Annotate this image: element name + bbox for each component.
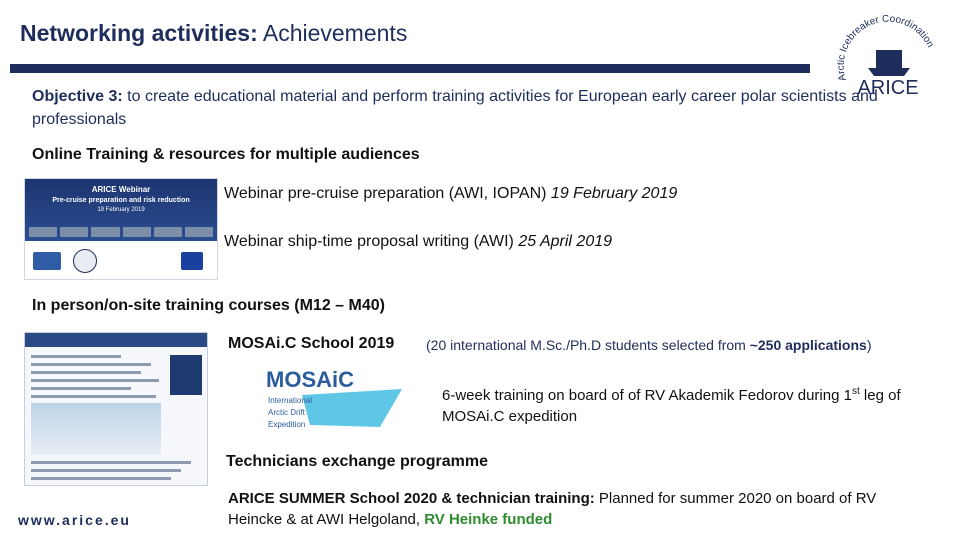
- arice-seal-icon: [73, 249, 97, 273]
- mosaic-logo-sub-2: Arctic Drift: [268, 408, 305, 417]
- mosaic-training-text: [442, 381, 942, 427]
- webinar-item-2-text: Webinar ship-time proposal writing (AWI): [224, 233, 519, 250]
- summer-school-funded: RV Heinke funded: [424, 511, 553, 528]
- mosaic-logo-word: MOSAiC: [266, 367, 354, 392]
- mosaic-logo: [262, 365, 412, 435]
- technicians-heading: Technicians exchange programme: [226, 453, 489, 470]
- summer-school-bold: ARICE SUMMER School 2020 & technician training:: [228, 490, 595, 507]
- summer-school-body: Planned for summer 2020 on board of RV Heincke & at AWI Helgoland,: [228, 490, 877, 528]
- eu-flag-icon: [181, 252, 203, 270]
- website-url[interactable]: www.arice.eu: [18, 512, 131, 528]
- objective-text: [32, 85, 902, 131]
- training-text-post: leg of MOSAi.C expedition: [442, 387, 901, 425]
- inperson-heading: In person/on-site training courses (M12 – M40): [32, 297, 385, 314]
- webinar-item-1-text: Webinar pre-cruise preparation (AWI, IOPAN): [224, 185, 551, 202]
- school-note-bold: ~250 applications: [749, 337, 867, 353]
- mosaic-school-note: [426, 337, 872, 353]
- objective-lead: Objective 3:: [32, 88, 123, 105]
- online-heading: Online Training & resources for multiple audiences: [32, 146, 420, 163]
- mosaic-school-name: MOSAi.C School 2019: [228, 335, 395, 352]
- webinar-item-1-date: 19 February 2019: [550, 185, 678, 202]
- training-text-pre: 6-week training on board of of RV Akademik Fedorov during 1: [442, 387, 852, 404]
- webinar-thumb-title: ARICE Webinar: [91, 185, 151, 194]
- webinar-thumb-subtitle: Pre-cruise preparation and risk reduction: [52, 197, 190, 204]
- arctic-logo-icon: [33, 252, 61, 270]
- mosaic-website-screenshot: [24, 332, 208, 486]
- objective-body: to create educational material and perform training activities for European early career polar scientists and professionals: [32, 88, 878, 128]
- school-note-suffix: ): [866, 337, 872, 353]
- webinar-item-1: [224, 185, 677, 203]
- webinar-item-2: [224, 233, 612, 251]
- title-bold: Networking activities:: [20, 20, 258, 46]
- mosaic-logo-sub-1: International: [268, 396, 313, 405]
- training-text-sup: st: [851, 386, 860, 397]
- webinar-thumb-date: 19 February 2019: [97, 207, 145, 213]
- school-note-prefix: (20 international M.Sc./Ph.D students selected from: [426, 337, 750, 353]
- webinar-item-2-date: 25 April 2019: [518, 233, 613, 250]
- arice-logo-word: ARICE: [857, 77, 919, 99]
- title-divider: [10, 64, 810, 73]
- mosaic-logo-sub-3: Expedition: [268, 420, 306, 429]
- summer-school-text: [228, 488, 928, 530]
- arice-logo-arc: Arctic Icebreaker Coordination: [835, 13, 936, 83]
- webinar-thumbnail: [24, 178, 218, 280]
- page-title: [20, 20, 407, 47]
- title-rest: Achievements: [257, 20, 408, 46]
